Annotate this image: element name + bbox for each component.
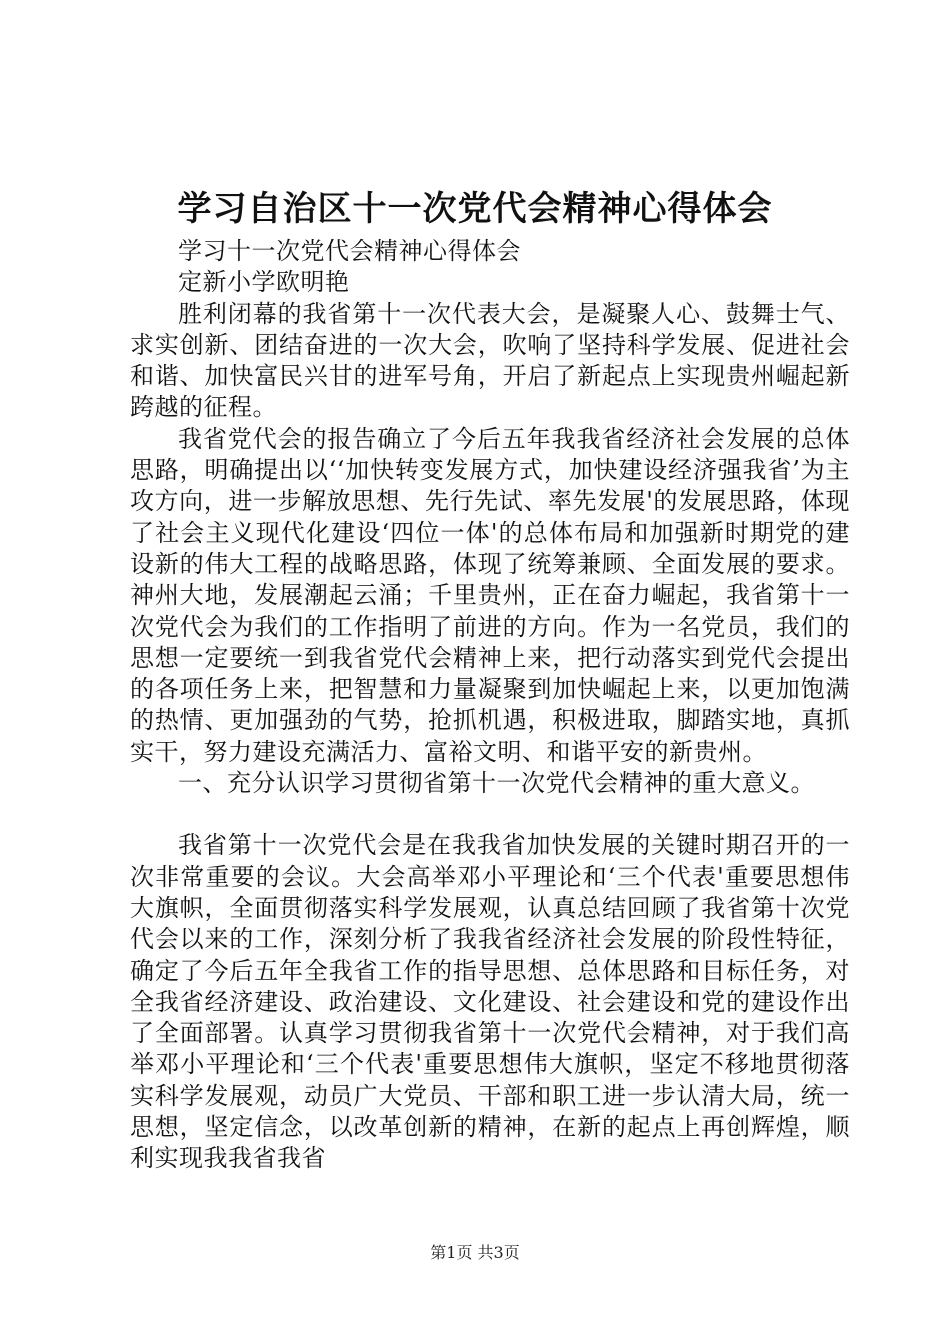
author-line: 定新小学欧明艳 <box>178 268 350 297</box>
paragraph-2: 我省党代会的报告确立了今后五年我我省经济社会发展的总体思路，明确提出以‘‘加快转变发展方式，加快建设经济强我省’为主攻方向，进一步解放思想、先行先试、率先发展'的发展思路，体现了社会主义现代化建设‘四位一体'的总体布局和加强新时期党的建设新的伟大工程的战略思路，体现了统筹兼顾、全面发展的要求。神州大地，发展潮起云涌；千里贵州，正在奋力崛起，我省第十一次党代会为我们的工作指明了前进的方向。作为一名党员，我们的思想一定要统一到我省党代会精神上来，把行动落实到党代会提出的各项任务上来，把智慧和力量凝聚到加快崛起上来，以更加饱满的热情、更加强劲的气势，抢抓机遇，积极进取，脚踏实地，真抓实干，努力建设充满活力、富裕文明、和谐平安的新贵州。 <box>130 424 850 766</box>
document-title: 学习自治区十一次党代会精神心得体会 <box>177 189 773 229</box>
subtitle-line: 学习十一次党代会精神心得体会 <box>178 237 521 265</box>
page-footer: 第1页 共3页 <box>430 1243 520 1262</box>
paragraph-gap <box>130 799 850 830</box>
document-body <box>130 236 850 1175</box>
section-heading-1: 一、充分认识学习贯彻省第十一次党代会精神的重大意义。 <box>178 769 815 798</box>
paragraph-3: 我省第十一次党代会是在我我省加快发展的关键时期召开的一次非常重要的会议。大会高举邓小平理论和‘三个代表'重要思想伟大旗帜，全面贯彻落实科学发展观，认真总结回顾了我省第十次党代会以来的工作，深刻分析了我我省经济社会发展的阶段性特征，确定了今后五年全我省工作的指导思想、总体思路和目标任务，对全我省经济建设、政治建设、文化建设、社会建设和党的建设作出了全面部署。认真学习贯彻我省第十一次党代会精神，对于我们高举邓小平理论和‘三个代表'重要思想伟大旗帜，坚定不移地贯彻落实科学发展观，动员广大党员、干部和职工进一步认清大局，统一思想，坚定信念，以改革创新的精神，在新的起点上再创辉煌，顺利实现我我省我省 <box>130 831 850 1173</box>
paragraph-1: 胜利闭幕的我省第十一次代表大会，是凝聚人心、鼓舞士气、求实创新、团结奋进的一次大会，吹响了坚持科学发展、促进社会和谐、加快富民兴甘的进军号角，开启了新起点上实现贵州崛起新跨越的征程。 <box>130 299 850 422</box>
